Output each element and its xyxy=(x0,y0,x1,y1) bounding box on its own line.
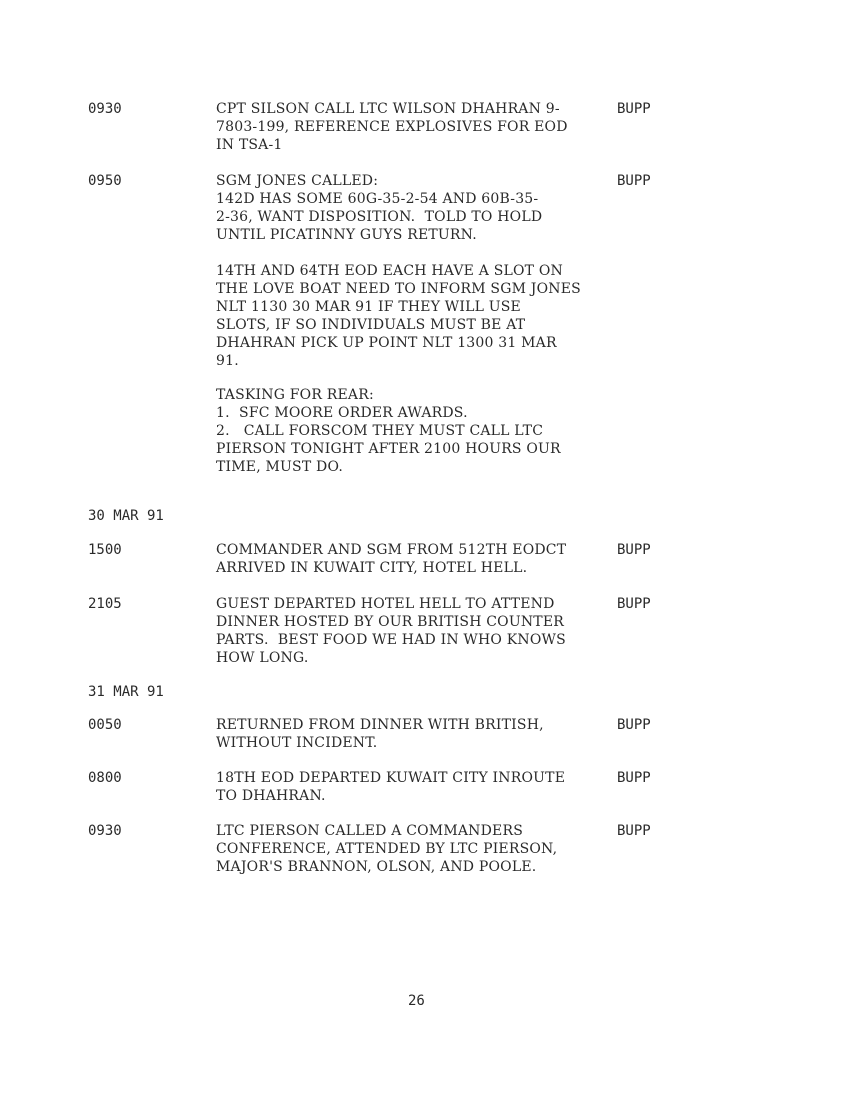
entry-text xyxy=(216,769,596,805)
entry-text xyxy=(216,386,596,476)
entry-text xyxy=(216,172,596,244)
entry-line: PARTS. BEST FOOD WE HAD IN WHO KNOWS xyxy=(216,632,566,648)
entry-text xyxy=(216,595,596,667)
entry-time: 0950 xyxy=(88,173,122,189)
entry-time: 0800 xyxy=(88,770,122,786)
entry-text xyxy=(216,262,596,370)
entry-line: 142D HAS SOME 60G-35-2-54 AND 60B-35- xyxy=(216,191,539,207)
entry-text xyxy=(216,822,596,876)
entry-initials: BUPP xyxy=(617,823,651,839)
entry-initials: BUPP xyxy=(617,596,651,612)
entry-initials: BUPP xyxy=(617,173,651,189)
entry-line: CONFERENCE, ATTENDED BY LTC PIERSON, xyxy=(216,841,558,857)
page-number: 26 xyxy=(408,993,425,1009)
date-heading: 30 MAR 91 xyxy=(88,508,164,524)
entry-line: 91. xyxy=(216,353,239,369)
entry-line: MAJOR'S BRANNON, OLSON, AND POOLE. xyxy=(216,859,537,875)
entry-line: 1. SFC MOORE ORDER AWARDS. xyxy=(216,405,468,421)
entry-line: DHAHRAN PICK UP POINT NLT 1300 31 MAR xyxy=(216,335,557,351)
entry-time: 0930 xyxy=(88,101,122,117)
entry-line: TO DHAHRAN. xyxy=(216,788,326,804)
entry-line: SLOTS, IF SO INDIVIDUALS MUST BE AT xyxy=(216,317,526,333)
entry-time: 2105 xyxy=(88,596,122,612)
entry-text xyxy=(216,100,596,154)
entry-line: GUEST DEPARTED HOTEL HELL TO ATTEND xyxy=(216,596,555,612)
entry-line: LTC PIERSON CALLED A COMMANDERS xyxy=(216,823,524,839)
date-heading: 31 MAR 91 xyxy=(88,684,164,700)
entry-line: 2-36, WANT DISPOSITION. TOLD TO HOLD xyxy=(216,209,543,225)
entry-initials: BUPP xyxy=(617,770,651,786)
entry-line: IN TSA-1 xyxy=(216,137,283,153)
entry-initials: BUPP xyxy=(617,717,651,733)
entry-line: COMMANDER AND SGM FROM 512TH EODCT xyxy=(216,542,567,558)
entry-initials: BUPP xyxy=(617,542,651,558)
entry-line: 14TH AND 64TH EOD EACH HAVE A SLOT ON xyxy=(216,263,563,279)
entry-line: NLT 1130 30 MAR 91 IF THEY WILL USE xyxy=(216,299,521,315)
entry-line: RETURNED FROM DINNER WITH BRITISH, xyxy=(216,717,544,733)
entry-line: CPT SILSON CALL LTC WILSON DHAHRAN 9- xyxy=(216,101,560,117)
entry-time: 0930 xyxy=(88,823,122,839)
entry-line: SGM JONES CALLED: xyxy=(216,173,379,189)
entry-line: TASKING FOR REAR: xyxy=(216,387,374,403)
entry-line: 7803-199, REFERENCE EXPLOSIVES FOR EOD xyxy=(216,119,568,135)
entry-line: THE LOVE BOAT NEED TO INFORM SGM JONES xyxy=(216,281,581,297)
entry-line: ARRIVED IN KUWAIT CITY, HOTEL HELL. xyxy=(216,560,528,576)
entry-line: HOW LONG. xyxy=(216,650,309,666)
entry-line: 2. CALL FORSCOM THEY MUST CALL LTC xyxy=(216,423,544,439)
entry-initials: BUPP xyxy=(617,101,651,117)
entry-time: 1500 xyxy=(88,542,122,558)
entry-line: 18TH EOD DEPARTED KUWAIT CITY INROUTE xyxy=(216,770,566,786)
entry-line: WITHOUT INCIDENT. xyxy=(216,735,378,751)
entry-line: DINNER HOSTED BY OUR BRITISH COUNTER xyxy=(216,614,564,630)
entry-line: TIME, MUST DO. xyxy=(216,459,343,475)
entry-time: 0050 xyxy=(88,717,122,733)
entry-line: PIERSON TONIGHT AFTER 2100 HOURS OUR xyxy=(216,441,561,457)
entry-line: UNTIL PICATINNY GUYS RETURN. xyxy=(216,227,477,243)
entry-text xyxy=(216,716,596,752)
entry-text xyxy=(216,541,596,577)
